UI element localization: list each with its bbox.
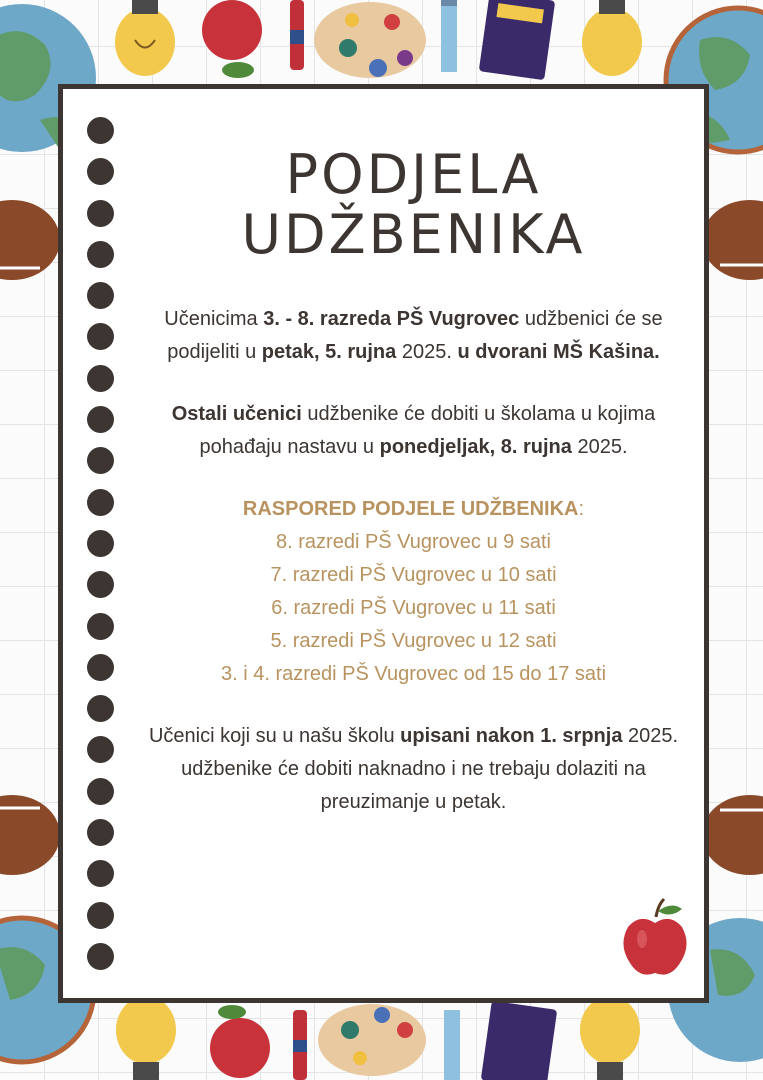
- intro-text: 2025.: [396, 341, 458, 363]
- binder-hole: [87, 447, 114, 474]
- schedule-colon: :: [578, 498, 585, 520]
- apple-icon: [620, 897, 690, 983]
- intro-grades: 3. - 8. razreda PŠ Vugrovec: [263, 308, 520, 330]
- apple-icon: [202, 0, 262, 78]
- schedule-heading: [131, 493, 696, 526]
- pen-icon: [293, 1010, 307, 1080]
- intro-text: udžbenici će se podijeliti u: [167, 308, 663, 363]
- others-text: udžbenike će dobiti u školama u kojima pohađaju nastavu u: [199, 403, 656, 458]
- binder-hole: [87, 323, 114, 350]
- binder-holes: [87, 117, 115, 984]
- others-paragraph: [131, 398, 696, 464]
- calculator-icon: [481, 1001, 557, 1080]
- binder-hole: [87, 200, 114, 227]
- paint-palette-icon: [318, 1004, 426, 1076]
- calculator-icon: [479, 0, 555, 80]
- schedule-heading-text: RASPORED PODJELE UDŽBENIKA: [242, 498, 579, 520]
- notebook-sheet: [58, 84, 709, 1003]
- binder-hole: [87, 943, 114, 970]
- binder-hole: [87, 365, 114, 392]
- schedule-item: 5. razredi PŠ Vugrovec u 12 sati: [270, 630, 557, 652]
- lightbulb-icon: [116, 996, 176, 1080]
- notice-body: [131, 303, 696, 819]
- binder-hole: [87, 158, 114, 185]
- football-icon: [702, 200, 763, 280]
- binder-hole: [87, 530, 114, 557]
- schedule-item: 6. razredi PŠ Vugrovec u 11 sati: [271, 597, 556, 619]
- football-icon: [0, 200, 60, 280]
- others-date: ponedjeljak, 8. rujna: [379, 436, 572, 458]
- intro-date: petak, 5. rujna: [261, 341, 397, 363]
- binder-hole: [87, 736, 114, 763]
- binder-hole: [87, 902, 114, 929]
- late-text: Učenici koji su u našu školu: [148, 725, 401, 747]
- page-title: [123, 145, 704, 265]
- binder-hole: [87, 860, 114, 887]
- schedule-item: 3. i 4. razredi PŠ Vugrovec od 15 do 17 sati: [220, 663, 607, 685]
- others-text: 2025.: [571, 436, 628, 458]
- late-condition: upisani nakon 1. srpnja: [400, 725, 623, 747]
- football-icon: [702, 795, 763, 875]
- binder-hole: [87, 695, 114, 722]
- late-text: 2025. udžbenike će dobiti naknadno i ne trebaju dolaziti na preuzimanje u petak.: [181, 725, 679, 813]
- title-line-1: PODJELA: [285, 143, 542, 206]
- binder-hole: [87, 241, 114, 268]
- pen-icon: [290, 0, 304, 70]
- binder-hole: [87, 282, 114, 309]
- schedule-section: [131, 493, 696, 691]
- binder-hole: [87, 117, 114, 144]
- football-icon: [0, 795, 60, 875]
- binder-hole: [87, 654, 114, 681]
- lightbulb-icon: [115, 0, 175, 76]
- pencil-icon: [444, 1010, 460, 1080]
- paint-palette-icon: [314, 2, 426, 78]
- pencil-icon: [441, 0, 457, 72]
- intro-location: u dvorani MŠ Kašina.: [457, 341, 660, 363]
- intro-paragraph: [131, 303, 696, 369]
- binder-hole: [87, 778, 114, 805]
- lightbulb-icon: [582, 0, 642, 76]
- binder-hole: [87, 819, 114, 846]
- apple-icon: [210, 1005, 270, 1078]
- intro-text: Učenicima: [164, 308, 264, 330]
- late-enrolment-paragraph: [131, 720, 696, 819]
- schedule-item: 8. razredi PŠ Vugrovec u 9 sati: [276, 531, 551, 553]
- title-line-2: UDŽBENIKA: [241, 203, 586, 266]
- binder-hole: [87, 489, 114, 516]
- binder-hole: [87, 571, 114, 598]
- schedule-item: 7. razredi PŠ Vugrovec u 10 sati: [270, 564, 557, 586]
- lightbulb-icon: [580, 996, 640, 1080]
- others-subject: Ostali učenici: [171, 403, 302, 425]
- binder-hole: [87, 406, 114, 433]
- binder-hole: [87, 613, 114, 640]
